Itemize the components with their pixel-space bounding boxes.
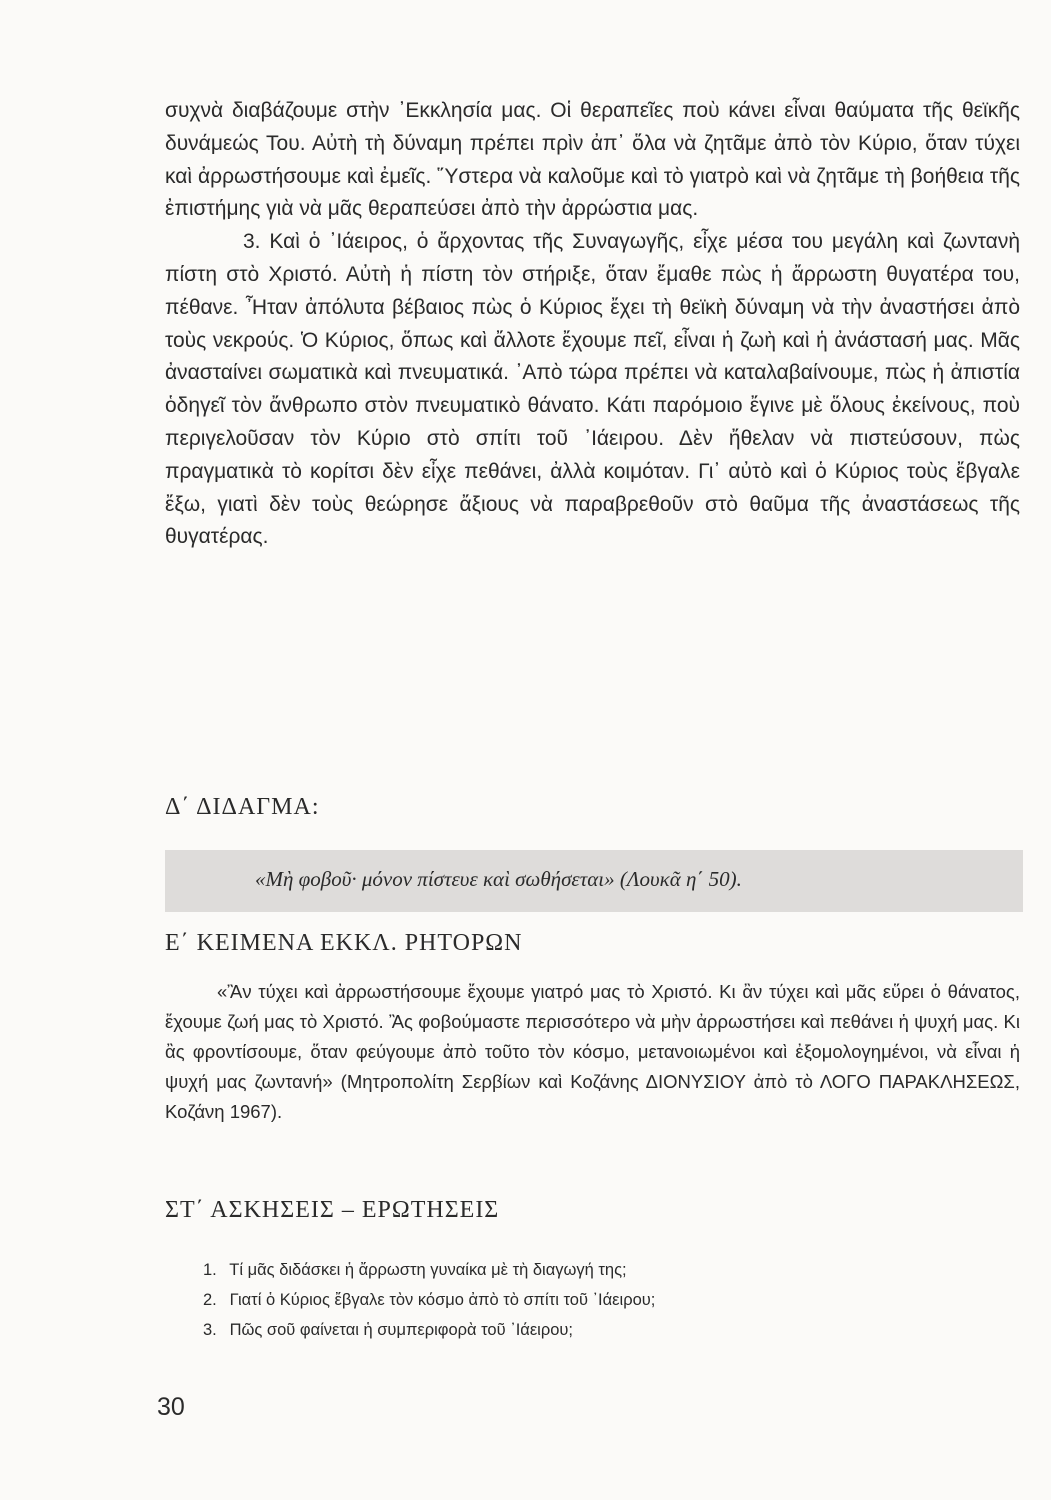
- section-heading-didagma: Δ΄ ΔΙΔΑΓΜΑ:: [165, 794, 320, 820]
- paragraph-continuation: συχνὰ διαβάζουμε στὴν ᾿Εκκλησία μας. Οἱ θεραπεῖες ποὺ κάνει εἶναι θαύματα τῆς θεϊκῆς δυνάμεώς Του. Αὐτὴ τὴ δύναμη πρέπει πρὶν ἀπ᾿ ὅλα νὰ ζητᾶμε ἀπὸ τὸν Κύριο, ὅταν τύχει καὶ ἀρρωστήσουμε καὶ ἐμεῖς. Ὕστερα νὰ καλοῦμε καὶ τὸ γιατρὸ καὶ νὰ ζητᾶμε τὴ βοήθεια τῆς ἐπιστήμης γιὰ νὰ μᾶς θεραπεύσει ἀπὸ τὴν ἀρρώστια μας.: [165, 99, 1020, 221]
- page-number: 30: [157, 1393, 185, 1421]
- question-text: Γιατί ὁ Κύριος ἔβγαλε τὸν κόσμο ἀπὸ τὸ σπίτι τοῦ ᾿Ιάειρου;: [229, 1291, 656, 1309]
- question-number: 1.: [203, 1261, 217, 1279]
- excerpt-text: «Ἂν τύχει καὶ ἀρρωστήσουμε ἔχουμε γιατρό μας τὸ Χριστό. Κι ἂν τύχει καὶ μᾶς εὕρει ὁ θάνατος, ἔχουμε ζωή μας τὸ Χριστό. Ἂς φοβούμαστε περισσότερο νὰ μὴν ἀρρωστήσει καὶ πεθάνει ἡ ψυχή μας. Κι ἂς φροντίσουμε, ὅταν φεύγουμε ἀπὸ τοῦτο τὸν κόσμο, μετανοιωμένοι καὶ ἐξομολογημένοι, νὰ εἶναι ἡ ψυχή μας ζωντανή» (Μητροπολίτη Σερβίων καὶ Κοζάνης ΔΙΟΝΥΣΙΟΥ ἀπὸ τὸ ΛΟΓΟ ΠΑΡΑΚΛΗΣΕΩΣ, Κοζάνη 1967).: [165, 981, 1020, 1122]
- main-text: [165, 95, 1020, 554]
- question-number: 2.: [203, 1291, 217, 1309]
- question-item: [203, 1315, 983, 1345]
- question-item: [203, 1255, 983, 1285]
- section-heading-keimena: Ε΄ ΚΕΙΜΕΝΑ ΕΚΚΛ. ΡΗΤΟΡΩΝ: [165, 930, 523, 956]
- question-number: 3.: [203, 1321, 217, 1339]
- questions-list: [203, 1255, 983, 1345]
- quote-box: [165, 850, 1023, 912]
- scripture-quote: «Μὴ φοβοῦ· μόνον πίστευε καὶ σωθήσεται» (Λουκᾶ η΄ 50).: [255, 867, 742, 891]
- question-text: Τί μᾶς διδάσκει ἡ ἄρρωστη γυναίκα μὲ τὴ διαγωγή της;: [229, 1261, 627, 1279]
- section-heading-askiseis: ΣΤ΄ ΑΣΚΗΣΕΙΣ – ΕΡΩΤΗΣΕΙΣ: [165, 1197, 500, 1223]
- rhetor-excerpt: [165, 977, 1020, 1127]
- paragraph-iairos: 3. Καὶ ὁ ᾿Ιάειρος, ὁ ἄρχοντας τῆς Συναγωγῆς, εἶχε μέσα του μεγάλη καὶ ζωντανὴ πίστη στὸ Χριστό. Αὐτὴ ἡ πίστη τὸν στήριξε, ὅταν ἔμαθε πὼς ἡ ἄρρωστη θυγατέρα του, πέθανε. Ἦταν ἀπόλυτα βέβαιος πὼς ὁ Κύριος ἔχει τὴ θεϊκὴ δύναμη νὰ τὴν ἀναστήσει ἀπὸ τοὺς νεκρούς. Ὁ Κύριος, ὅπως καὶ ἄλλοτε ἔχουμε πεῖ, εἶναι ἡ ζωὴ καὶ ἡ ἀνάστασή μας. Μᾶς ἀνασταίνει σωματικὰ καὶ πνευματικά. ᾿Απὸ τώρα πρέπει νὰ καταλαβαίνουμε, πὼς ἡ ἀπιστία ὁδηγεῖ τὸν ἄνθρωπο στὸν πνευματικὸ θάνατο. Κάτι παρόμοιο ἔγινε μὲ ὅλους ἐκείνους, ποὺ περιγελοῦσαν τὸν Κύριο στὸ σπίτι τοῦ ᾿Ιάειρου. Δὲν ἤθελαν νὰ πιστεύσουν, πὼς πραγματικὰ τὸ κορίτσι δὲν εἶχε πεθάνει, ἀλλὰ κοιμόταν. Γι᾿ αὐτὸ καὶ ὁ Κύριος τοὺς ἔβγαλε ἔξω, γιατὶ δὲν τοὺς θεώρησε ἄξιους νὰ παραβρεθοῦν στὸ θαῦμα τῆς ἀναστάσεως τῆς θυγατέρας.: [165, 230, 1020, 549]
- question-item: [203, 1285, 983, 1315]
- question-text: Πῶς σοῦ φαίνεται ἡ συμπεριφορὰ τοῦ ᾿Ιάειρου;: [229, 1321, 574, 1339]
